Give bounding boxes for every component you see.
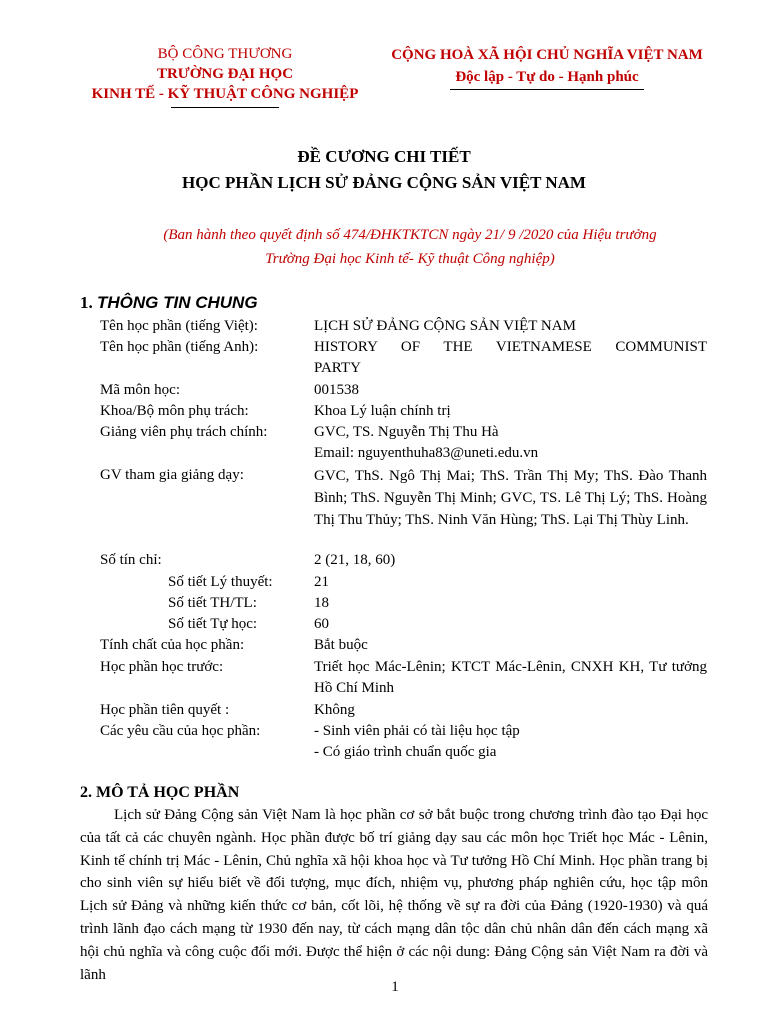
section2-heading: 2. MÔ TẢ HỌC PHẦN [80,784,240,801]
info-value: HISTORY OF THE VIETNAMESE COMMUNIST PARTY [314,339,707,376]
info-value: Triết học Mác-Lênin; KTCT Mác-Lênin, CNXH KH, Tư tưởng Hồ Chí Minh [314,659,707,696]
info-value: Khoa Lý luận chính trị [314,403,451,419]
country-name: CỘNG HOÀ XÃ HỘI CHỦ NGHĨA VIỆT NAM [391,47,703,63]
info-value: 21 [314,574,329,590]
info-label: Số tiết Lý thuyết: [168,574,273,590]
info-value: 2 (21, 18, 60) [314,552,396,568]
info-label: Học phần học trước: [100,659,224,675]
info-value: 60 [314,616,329,632]
university-name-line2: KINH TẾ - KỸ THUẬT CÔNG NGHIỆP [91,86,359,102]
info-value: LỊCH SỬ ĐẢNG CỘNG SẢN VIỆT NAM [314,318,576,334]
info-value: GVC, ThS. Ngô Thị Mai; ThS. Trần Thị My; ThS. Đào Thanh Bình; ThS. Nguyễn Thị Minh; GVC, TS. Lê Thị Lý; ThS. Hoàng Thị Thu Thủy; ThS. Ninh Văn Hùng; ThS. Lại Thị Thùy Linh. [314,468,707,528]
info-label: Tính chất của học phần: [100,637,245,653]
info-label: Tên học phần (tiếng Anh): [100,339,259,355]
section1-heading [80,291,258,315]
info-label: Số tiết TH/TL: [168,595,257,611]
info-label: GV tham gia giảng dạy: [100,467,244,483]
section1-number: 1. [80,293,93,312]
decree-note [110,223,710,271]
info-label: Mã môn học: [100,382,180,398]
info-label: Tên học phần (tiếng Việt): [100,318,258,334]
info-value: 18 [314,595,329,611]
email-value: Email: nguyenthuha83@uneti.edu.vn [314,445,539,461]
course-title: HỌC PHẦN LỊCH SỬ ĐẢNG CỘNG SẢN VIỆT NAM [182,173,586,192]
info-label: Số tín chỉ: [100,552,162,568]
info-label: Giảng viên phụ trách chính: [100,424,268,440]
national-motto: Độc lập - Tự do - Hạnh phúc [455,69,639,85]
info-value: - Sinh viên phải có tài liệu học tập [314,723,520,739]
document-title: ĐỀ CƯƠNG CHI TIẾT [297,147,471,166]
section1-title: THÔNG TIN CHUNG [97,293,258,312]
decree-note-line1: (Ban hành theo quyết định số 474/ĐHKTKTCN ngày 21/ 9 /2020 của Hiệu trưởng [163,227,657,243]
info-value: - Có giáo trình chuẩn quốc gia [314,744,497,760]
header-right-underline [450,89,644,90]
info-value: GVC, TS. Nguyễn Thị Thu Hà [314,424,499,440]
university-name-line1: TRƯỜNG ĐẠI HỌC [156,66,294,82]
page-number: 1 [391,979,399,995]
info-label: Số tiết Tự học: [168,616,258,632]
ministry-name: BỘ CÔNG THƯƠNG [157,46,293,62]
info-value: Bắt buộc [314,637,368,653]
national-motto-header [382,44,712,90]
header-left-underline [171,107,279,108]
decree-note-line2: Trường Đại học Kinh tế- Kỹ thuật Công nghiệp) [265,251,555,267]
info-label: Học phần tiên quyết : [100,702,230,718]
info-label: Các yêu cầu của học phần: [100,723,261,739]
info-label: Khoa/Bộ môn phụ trách: [100,403,249,419]
info-value: Không [314,702,355,718]
info-value: 001538 [314,382,359,398]
course-description: Lịch sử Đảng Cộng sản Việt Nam là học phần cơ sở bắt buộc trong chương trình đào tạo Đại học của tất cả các chuyên ngành. Học phần được bố trí giảng dạy sau các môn học Triết học Mác - Lênin, Kinh tế chính trị Mác - Lênin, Chủ nghĩa xã hội khoa học và Tư tưởng Hồ Chí Minh. Học phần trang bị cho sinh viên sự hiểu biết về đối tượng, mục đích, nhiệm vụ, phương pháp nghiên cứu, học tập môn Lịch sử Đảng và những kiến thức cơ bản, cốt lõi, hệ thống về sự ra đời của Đảng (1920-1930) và quá trình lãnh đạo cách mạng từ 1930 đến nay, từ cách mạng dân tộc dân chủ nhân dân đến cách mạng xã hội chủ nghĩa và công cuộc đổi mới. Được thể hiện ở các nội dung: Đảng Cộng sản Việt Nam ra đời và lãnh [80,807,708,983]
ministry-header [80,44,370,108]
